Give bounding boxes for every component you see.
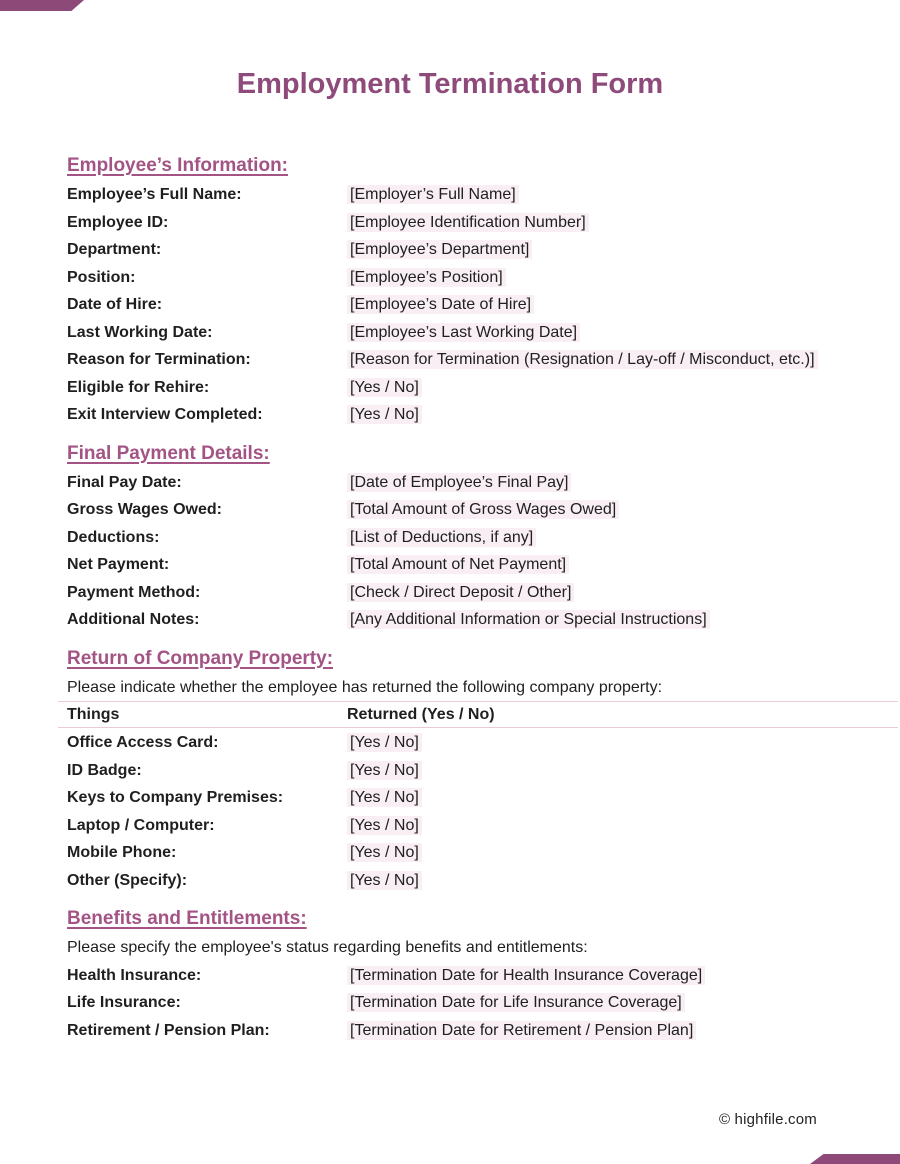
form-field-row bbox=[67, 319, 843, 347]
form-section bbox=[67, 155, 843, 429]
field-label: Date of Hire: bbox=[67, 296, 163, 313]
field-placeholder[interactable]: [Employee’s Last Working Date] bbox=[347, 323, 580, 342]
form-field-row bbox=[67, 962, 843, 990]
form-section bbox=[67, 908, 843, 1044]
corner-ribbon-top-left bbox=[0, 0, 84, 11]
field-value bbox=[347, 606, 710, 634]
corner-ribbon-bottom-right bbox=[810, 1154, 900, 1164]
field-placeholder[interactable]: [Date of Employee’s Final Pay] bbox=[347, 473, 571, 492]
field-placeholder[interactable]: [Employee’s Position] bbox=[347, 268, 506, 287]
field-value bbox=[347, 291, 534, 319]
field-label: Keys to Company Premises: bbox=[67, 789, 284, 806]
form-field-row bbox=[67, 757, 843, 785]
field-label: Laptop / Computer: bbox=[67, 816, 215, 834]
field-placeholder[interactable]: [Yes / No] bbox=[347, 871, 422, 890]
form-field-row bbox=[67, 784, 843, 812]
field-placeholder[interactable]: [Yes / No] bbox=[347, 816, 422, 835]
field-label: Net Payment: bbox=[67, 556, 170, 573]
field-label: Employee’s Full Name: bbox=[67, 186, 242, 203]
field-value bbox=[347, 264, 506, 292]
field-placeholder[interactable]: [Employee’s Date of Hire] bbox=[347, 295, 534, 314]
field-value bbox=[347, 784, 422, 812]
field-label: Other (Specify): bbox=[67, 871, 188, 889]
form-field-row bbox=[67, 579, 843, 607]
section-heading: Benefits and Entitlements: bbox=[67, 908, 307, 929]
form-field-row bbox=[67, 989, 843, 1017]
field-label: Employee ID: bbox=[67, 213, 169, 231]
field-placeholder[interactable]: [List of Deductions, if any] bbox=[347, 528, 536, 547]
field-value bbox=[347, 181, 519, 209]
section-intro-text: Please specify the employee's status regarding benefits and entitlements: bbox=[67, 939, 588, 956]
field-value bbox=[347, 839, 422, 867]
field-value bbox=[347, 401, 422, 429]
form-field-row bbox=[67, 729, 843, 757]
field-placeholder[interactable]: [Employee’s Department] bbox=[347, 240, 532, 259]
field-label: Retirement / Pension Plan: bbox=[67, 1021, 270, 1039]
form-field-row bbox=[67, 496, 843, 524]
field-value bbox=[347, 867, 422, 895]
footer-copyright: © highfile.com bbox=[718, 1111, 817, 1128]
form-field-row bbox=[67, 346, 843, 374]
field-label: Payment Method: bbox=[67, 583, 201, 601]
field-label: Final Pay Date: bbox=[67, 473, 182, 491]
field-label: Department: bbox=[67, 241, 162, 258]
field-placeholder[interactable]: [Total Amount of Gross Wages Owed] bbox=[347, 500, 619, 519]
field-label: Mobile Phone: bbox=[67, 844, 177, 861]
field-label: Eligible for Rehire: bbox=[67, 378, 210, 396]
field-label: Additional Notes: bbox=[67, 611, 200, 628]
table-header-returned: Returned (Yes / No) bbox=[347, 706, 495, 723]
field-label: ID Badge: bbox=[67, 761, 142, 779]
form-field-row bbox=[67, 209, 843, 237]
field-value bbox=[347, 496, 619, 524]
field-value bbox=[347, 1017, 696, 1045]
field-value bbox=[347, 346, 818, 374]
form-field-row bbox=[67, 551, 843, 579]
field-placeholder[interactable]: [Total Amount of Net Payment] bbox=[347, 555, 569, 574]
field-label: Gross Wages Owed: bbox=[67, 501, 222, 518]
form-field-row bbox=[67, 867, 843, 895]
field-placeholder[interactable]: [Yes / No] bbox=[347, 378, 422, 397]
field-label: Life Insurance: bbox=[67, 994, 181, 1011]
form-field-row bbox=[67, 236, 843, 264]
field-placeholder[interactable]: [Yes / No] bbox=[347, 788, 422, 807]
field-label: Deductions: bbox=[67, 528, 160, 546]
field-label: Last Working Date: bbox=[67, 323, 213, 341]
field-placeholder[interactable]: [Termination Date for Health Insurance Coverage] bbox=[347, 966, 705, 985]
field-value bbox=[347, 962, 705, 990]
field-placeholder[interactable]: [Employee Identification Number] bbox=[347, 213, 589, 232]
table-header-things: Things bbox=[67, 706, 120, 723]
property-table-header-row bbox=[58, 701, 898, 728]
field-placeholder[interactable]: [Any Additional Information or Special Instructions] bbox=[347, 610, 710, 629]
form-field-row bbox=[67, 374, 843, 402]
section-heading: Return of Company Property: bbox=[67, 647, 334, 669]
field-value bbox=[347, 209, 589, 237]
field-value bbox=[347, 551, 569, 579]
field-value bbox=[347, 374, 422, 402]
field-placeholder[interactable]: [Check / Direct Deposit / Other] bbox=[347, 583, 574, 602]
field-value bbox=[347, 989, 685, 1017]
page-title: Employment Termination Form bbox=[236, 68, 664, 100]
field-value bbox=[347, 469, 571, 497]
form-field-row bbox=[67, 401, 843, 429]
form-body bbox=[67, 155, 843, 1058]
field-placeholder[interactable]: [Yes / No] bbox=[347, 761, 422, 780]
form-field-row bbox=[67, 812, 843, 840]
section-heading: Final Payment Details: bbox=[67, 442, 270, 464]
field-placeholder[interactable]: [Termination Date for Retirement / Pension Plan] bbox=[347, 1021, 696, 1040]
field-value bbox=[347, 729, 422, 757]
field-placeholder[interactable]: [Yes / No] bbox=[347, 843, 422, 862]
form-field-row bbox=[67, 181, 843, 209]
field-value bbox=[347, 579, 574, 607]
field-label: Reason for Termination: bbox=[67, 351, 251, 368]
field-placeholder[interactable]: [Yes / No] bbox=[347, 405, 422, 424]
field-label: Office Access Card: bbox=[67, 734, 219, 751]
form-field-row bbox=[67, 264, 843, 292]
form-field-row bbox=[67, 1017, 843, 1045]
field-placeholder[interactable]: [Yes / No] bbox=[347, 733, 422, 752]
field-label: Position: bbox=[67, 268, 136, 286]
section-intro-text: Please indicate whether the employee has returned the following company property: bbox=[67, 678, 663, 696]
field-placeholder[interactable]: [Reason for Termination (Resignation / Lay-off / Misconduct, etc.)] bbox=[347, 350, 818, 369]
form-field-row bbox=[67, 606, 843, 634]
form-field-row bbox=[67, 839, 843, 867]
field-value bbox=[347, 812, 422, 840]
field-value bbox=[347, 236, 532, 264]
field-value bbox=[347, 757, 422, 785]
field-placeholder[interactable]: [Employer’s Full Name] bbox=[347, 185, 519, 204]
form-field-row bbox=[67, 469, 843, 497]
field-value bbox=[347, 319, 580, 347]
field-placeholder[interactable]: [Termination Date for Life Insurance Coverage] bbox=[347, 993, 685, 1012]
section-heading: Employee’s Information: bbox=[67, 155, 288, 176]
form-section bbox=[67, 648, 843, 895]
field-value bbox=[347, 524, 536, 552]
form-section bbox=[67, 443, 843, 634]
field-label: Exit Interview Completed: bbox=[67, 406, 263, 423]
form-field-row bbox=[67, 524, 843, 552]
form-field-row bbox=[67, 291, 843, 319]
field-label: Health Insurance: bbox=[67, 966, 202, 984]
